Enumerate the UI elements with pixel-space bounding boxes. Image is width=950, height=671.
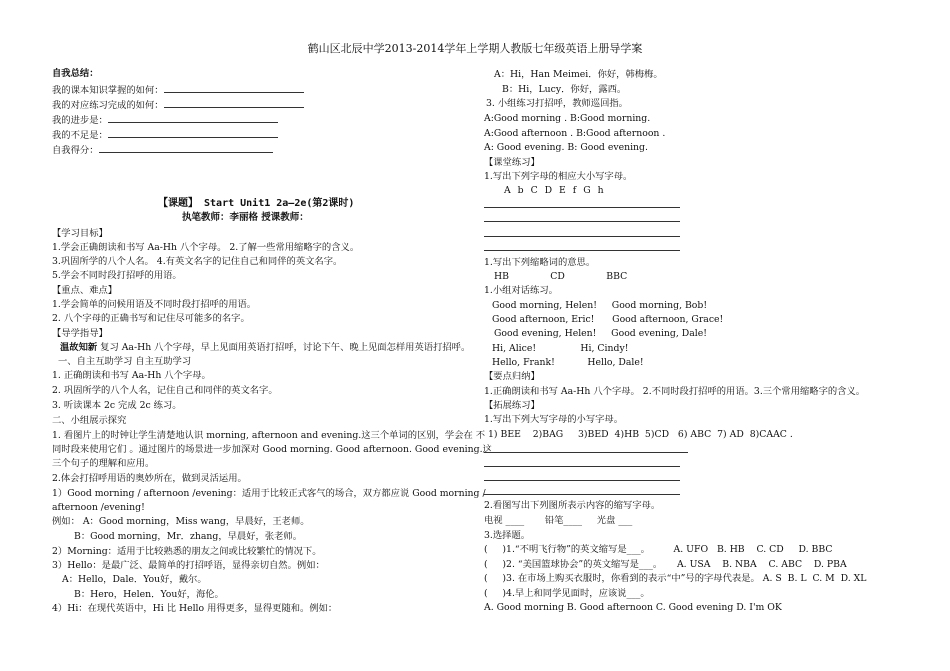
choice-line: ( )4.早上和同学见面时，应该说___。 bbox=[484, 588, 650, 599]
part-line: A：Hello，Dale．You好，戴尔。 bbox=[62, 574, 207, 585]
choice-line: ( )3. 在市场上购买衣服时，你看到的表示“中”号的字母代表是。 A. S B. L C. M D. XL bbox=[484, 573, 867, 584]
choice-line: A. Good morning B. Good afternoon C. Good evening D. I'm OK bbox=[484, 602, 782, 613]
answer-line bbox=[484, 466, 680, 467]
part-line: 2.体会打招呼用语的奥妙所在，做到灵活运用。 bbox=[52, 473, 247, 484]
pair-line: Good evening, Helen! Good evening, Dale! bbox=[494, 328, 707, 339]
question-line: 2.看图写出下列图所表示内容的缩写字母。 bbox=[484, 500, 661, 511]
page-header: 鹤山区北辰中学2013-2014学年上学期人教版七年级英语上册导学案 bbox=[307, 42, 643, 55]
question-line: 1.写出下列大写字母的小写字母。 bbox=[484, 414, 624, 425]
summary-line: 我的进步是： bbox=[52, 113, 278, 127]
part-line: 1. 看图片上的时钟让学生清楚地认识 morning, afternoon and evening.这三个单词的区别，学会在 不 bbox=[52, 430, 486, 441]
summary-points: 1.正确朗读和书写 Aa-Hh 八个字母。 2.不同时段打招呼的用语。3.三个常用缩略字的含义。 bbox=[484, 386, 866, 397]
key-line: 2. 八个字母的正确书写和记住尽可能多的名字。 bbox=[52, 313, 250, 324]
part-line: 3. 听读课本 2c 完成 2c 练习。 bbox=[52, 400, 182, 411]
part-line: 1. 正确朗读和书写 Aa-Hh 八个字母。 bbox=[52, 370, 211, 381]
section-heading: 【要点归纳】 bbox=[484, 371, 540, 382]
part-line: 同时段来使用它们 。通过图片的场景进一步加深对 Good morning. Good afternoon. Good evening.这 bbox=[52, 444, 492, 455]
part-line: afternoon /evening! bbox=[52, 502, 145, 513]
section-heading: 【课堂练习】 bbox=[484, 157, 540, 168]
answer-line bbox=[484, 480, 680, 481]
part-line: 三个句子的理解和应用。 bbox=[52, 458, 155, 469]
part-line: 4）Hi：在现代英语中，Hi 比 Hello 用得更多，显得更随和。例如： bbox=[52, 603, 338, 614]
summary-line: 我的不足是： bbox=[52, 128, 278, 142]
lesson-title: 【课题】 Start Unit1 2a—2e(第2课时) bbox=[158, 198, 355, 209]
part-heading: 一、自主互助学习 自主互助学习 bbox=[58, 356, 192, 367]
objective-line: 1.学会正确朗读和书写 Aa-Hh 八个字母。 2.了解一些常用缩略字的含义。 bbox=[52, 242, 360, 253]
key-line: 1.学会简单的问候用语及不同时段打招呼的用语。 bbox=[52, 299, 257, 310]
letters-line: A b C D E f G h bbox=[504, 185, 604, 196]
objective-line: 3.巩固所学的八个人名。 4.有英文名字的记住自己和同伴的英文名字。 bbox=[52, 256, 343, 267]
question-line: 1.写出下列字母的相应大小写字母。 bbox=[484, 171, 633, 182]
part-line: 例如： A：Good morning，Miss wang，早晨好，王老师。 bbox=[52, 516, 310, 527]
summary-line: 我的课本知识掌握的如何： bbox=[52, 83, 304, 97]
greeting-line: A: Good evening. B: Good evening. bbox=[484, 142, 648, 153]
greeting-line: A:Good afternoon . B:Good afternoon . bbox=[484, 128, 666, 139]
part-line: 2）Morning：适用于比较熟悉的朋友之间或比较繁忙的情况下。 bbox=[52, 546, 322, 557]
answer-line bbox=[484, 221, 680, 222]
question-line: 3.选择题。 bbox=[484, 530, 531, 541]
pair-line: Hello, Frank! Hello, Dale! bbox=[492, 357, 644, 368]
dialog-line: A：Hi，Han Meimei．你好，韩梅梅。 bbox=[494, 69, 663, 80]
part-heading: 二、小组展示探究 bbox=[52, 415, 127, 426]
section-heading: 【重点、难点】 bbox=[52, 285, 118, 296]
question-line: 1.写出下列缩略词的意思。 bbox=[484, 257, 596, 268]
review-line: 温故知新 复习 Aa-Hh 八个字母，早上见面用英语打招呼，讨论下午、晚上见面怎样用英语打招呼。 bbox=[60, 342, 471, 353]
greeting-line: A:Good morning . B:Good morning. bbox=[484, 113, 651, 124]
abbr-line: HB CD BBC bbox=[494, 271, 628, 282]
section-heading: 【学习目标】 bbox=[52, 228, 108, 239]
exercise-items: 电视 ____ 铅笔____ 光盘 ___ bbox=[484, 515, 633, 526]
summary-heading: 自我总结： bbox=[52, 68, 99, 79]
section-heading: 【导学指导】 bbox=[52, 328, 108, 339]
choice-line: ( )1.“不明飞行物”的英文缩写是___。 A. UFO B. HB C. CD D. BBC bbox=[484, 544, 833, 555]
exercise-items: 1) BEE 2)BAG 3)BED 4)HB 5)CD 6) ABC 7) AD 8)CAAC . bbox=[488, 429, 793, 440]
dialog-line: B：Hi，Lucy．你好，露西。 bbox=[502, 84, 627, 95]
summary-line: 自我得分： bbox=[52, 143, 273, 157]
part-line: B：Good morning，Mr．zhang，早晨好，张老师。 bbox=[74, 531, 303, 542]
part-line: 2. 巩固所学的八个人名，记住自己和同伴的英文名字。 bbox=[52, 385, 278, 396]
part-line: 1）Good morning / afternoon /evening：适用于比较正式客气的场合，双方都应说 Good morning / bbox=[52, 488, 486, 499]
answer-line bbox=[484, 452, 688, 453]
summary-line: 我的对应练习完成的如何： bbox=[52, 98, 304, 112]
part-line: B：Hero，Helen．You好，海伦。 bbox=[74, 589, 224, 600]
part-line: 3）Hello：是最广泛、最简单的打招呼语，显得亲切自然。例如： bbox=[52, 560, 325, 571]
dialog-line: 3. 小组练习打招呼，教师巡回指。 bbox=[486, 98, 628, 109]
lesson-teachers: 执笔教师：李丽格 授课教师： bbox=[182, 212, 309, 223]
objective-line: 5.学会不同时段打招呼的用语。 bbox=[52, 270, 182, 281]
choice-line: ( )2. “美国篮球协会”的英文缩写是___。 A. USA B. NBA C. ABC D. PBA bbox=[484, 559, 847, 570]
answer-line bbox=[484, 494, 680, 495]
pair-line: Good afternoon, Eric! Good afternoon, Grace! bbox=[492, 314, 724, 325]
answer-line bbox=[484, 236, 680, 237]
answer-line bbox=[484, 207, 680, 208]
pair-line: Hi, Alice! Hi, Cindy! bbox=[492, 343, 629, 354]
answer-line bbox=[484, 250, 680, 251]
pair-line: Good morning, Helen! Good morning, Bob! bbox=[492, 300, 708, 311]
question-line: 1.小组对话练习。 bbox=[484, 285, 558, 296]
section-heading: 【拓展练习】 bbox=[484, 400, 540, 411]
